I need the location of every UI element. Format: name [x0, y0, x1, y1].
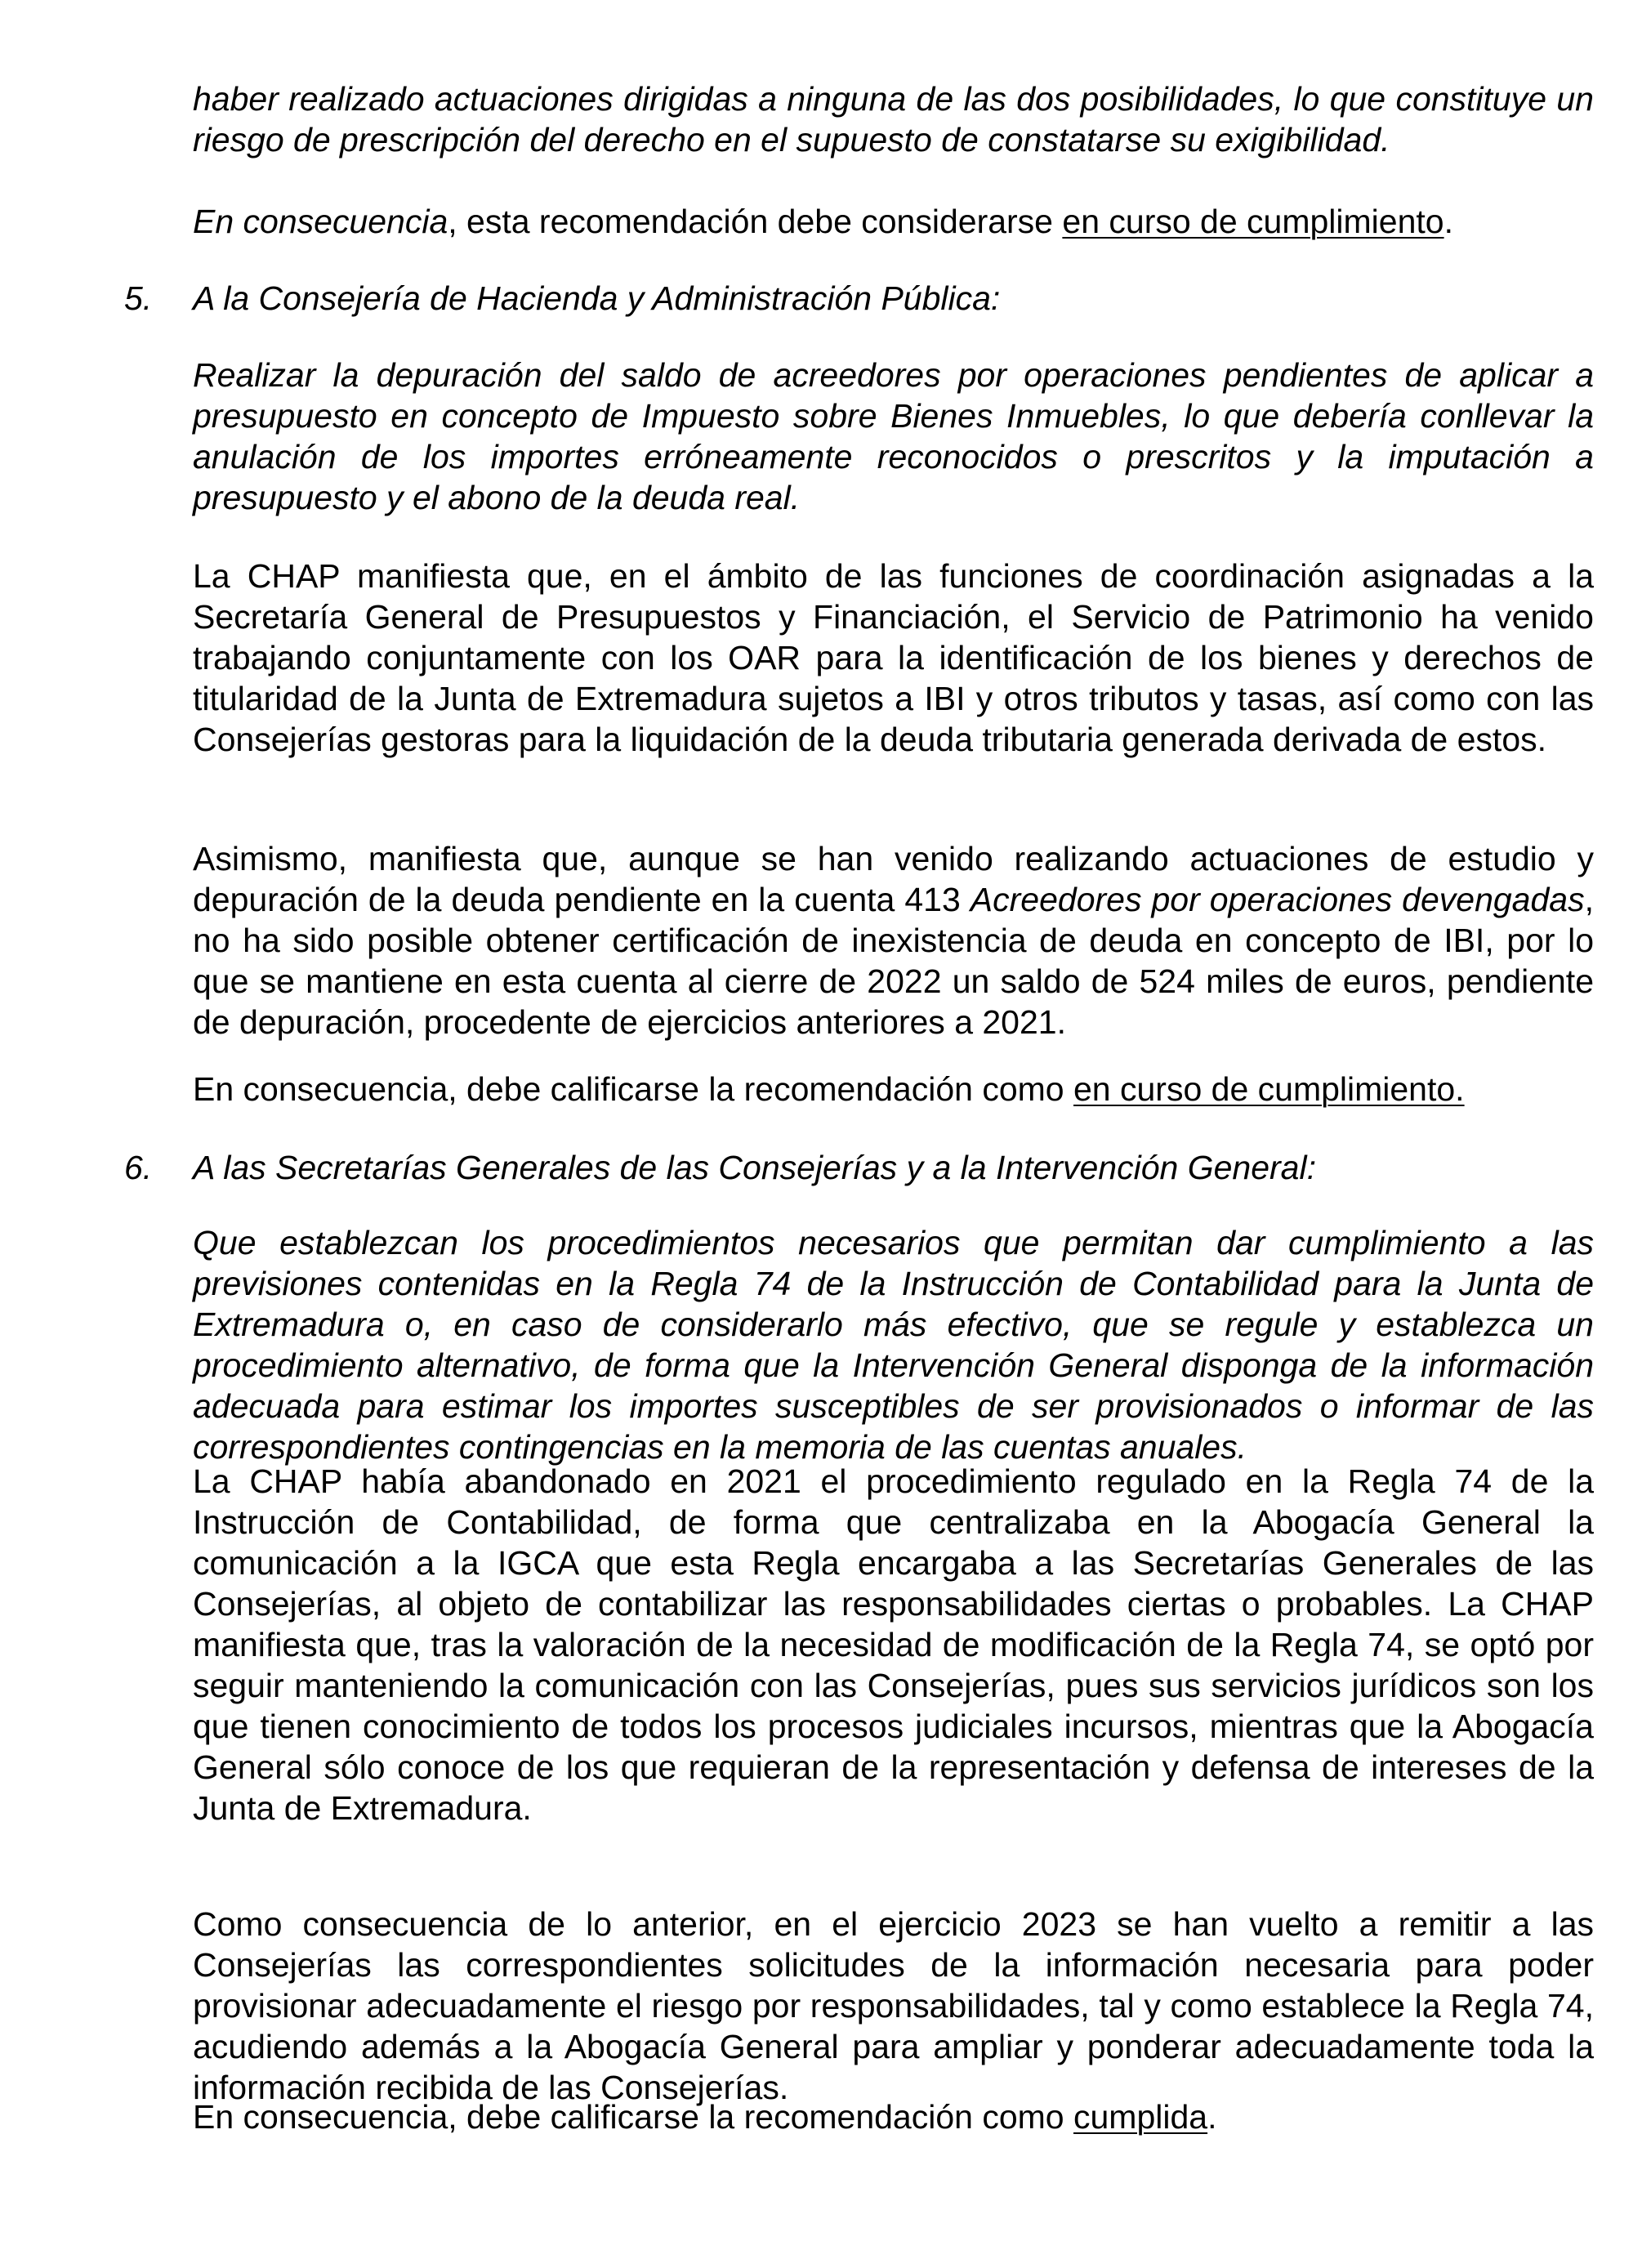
account-name: Acreedores por operaciones devengadas: [970, 881, 1585, 918]
para2-part-b: , no ha sido posible obtener certificación de inexistencia de deuda en concepto de IBI, por lo que se mantiene en esta cuenta al cierre de 2022 un saldo de 524 miles de euros, pendiente de depuración, procedente de ejercicios anteriores a 2021.: [193, 881, 1594, 1041]
conclusion-tail: .: [1207, 2098, 1217, 2136]
section-6-conclusion: [193, 2096, 1594, 2137]
section-6-paragraph-1: La CHAP había abandonado en 2021 el procedimiento regulado en la Regla 74 de la Instrucción de Contabilidad, de forma que centralizaba en la Abogacía General la comunicación a la IGCA que esta Regla encargaba a las Secretarías Generales de las Consejerías, al objeto de contabilizar las responsabilidades ciertas o probables. La CHAP manifiesta que, tras la valoración de la necesidad de modificación de la Regla 74, se optó por seguir manteniendo la comunicación con las Consejerías, pues sus servicios jurídicos son los que tienen conocimiento de todos los procesos judiciales incursos, mientras que la Abogacía General sólo conoce de los que requieran de la representación y defensa de intereses de la Junta de Extremadura.: [193, 1462, 1594, 1827]
para2-part-a: Asimismo, manifiesta que, aunque se han venido realizando actuaciones de estudio y depuración de la deuda pendiente en la cuenta 413: [193, 840, 1594, 918]
section-6-heading: A las Secretarías Generales de las Consejerías y a la Intervención General:: [193, 1149, 1316, 1186]
section-5-paragraph-2: [193, 838, 1594, 1042]
conclusion-paragraph-4: [193, 201, 1594, 242]
conclusion-lead: En consecuencia: [193, 203, 448, 240]
section-5-paragraph-1: La CHAP manifiesta que, en el ámbito de las funciones de coordinación asignadas a la Secretaría General de Presupuestos y Financiación, el Servicio de Patrimonio ha venido trabajando conjuntamente con los OAR para la identificación de los bienes y derechos de titularidad de la Junta de Extremadura sujetos a IBI y otros tributos y tasas, así como con las Consejerías gestoras para la liquidación de la deuda tributaria generada derivada de estos.: [193, 557, 1594, 758]
conclusion-lead: En consecuencia, debe calificarse la recomendación como: [193, 1070, 1073, 1108]
section-5-conclusion: [193, 1069, 1594, 1109]
conclusion-status: en curso de cumplimiento: [1062, 203, 1444, 240]
section-5-recommendation: Realizar la depuración del saldo de acreedores por operaciones pendientes de aplicar a presupuesto en concepto de Impuesto sobre Bienes Inmuebles, lo que debería conllevar la anulación de los importes erróneamente reconocidos o prescritos y la imputación a presupuesto y el abono de la deuda real.: [193, 356, 1594, 516]
continuation-paragraph: haber realizado actuaciones dirigidas a ninguna de las dos posibilidades, lo que constituye un riesgo de prescripción del derecho en el supuesto de constatarse su exigibilidad.: [193, 80, 1594, 158]
conclusion-status: cumplida: [1073, 2098, 1208, 2136]
conclusion-lead: En consecuencia, debe calificarse la recomendación como: [193, 2098, 1073, 2136]
section-6-number: 6.: [124, 1149, 153, 1186]
section-6-recommendation: Que establezcan los procedimientos necesarios que permitan dar cumplimiento a las previsiones contenidas en la Regla 74 de la Instrucción de Contabilidad para la Junta de Extremadura o, en caso de considerarlo más efectivo, que se regule y establezca un procedimiento alternativo, de forma que la Intervención General disponga de la información adecuada para estimar los importes susceptibles de ser provisionados o informar de las correspondientes contingencias en la memoria de las cuentas anuales.: [193, 1224, 1594, 1466]
conclusion-mid: , esta recomendación debe considerarse: [448, 203, 1063, 240]
section-6-paragraph-2: Como consecuencia de lo anterior, en el ejercicio 2023 se han vuelto a remitir a las Consejerías las correspondientes solicitudes de la información necesaria para poder provisionar adecuadamente el riesgo por responsabilidades, tal y como establece la Regla 74, acudiendo además a la Abogacía General para ampliar y ponderar adecuadamente toda la información recibida de las Consejerías.: [193, 1905, 1594, 2106]
section-5-number: 5.: [124, 279, 153, 317]
conclusion-tail: .: [1444, 203, 1453, 240]
section-5-heading: A la Consejería de Hacienda y Administración Pública:: [193, 279, 1001, 317]
conclusion-status: en curso de cumplimiento.: [1073, 1070, 1465, 1108]
